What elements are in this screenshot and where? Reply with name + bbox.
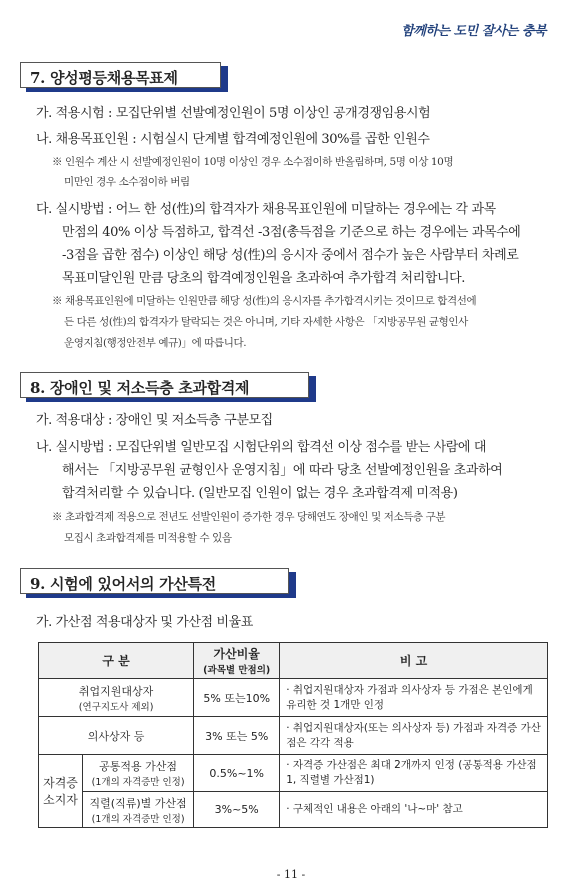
row-employment-support: 취업지원대상자 (연구지도사 제외) <box>39 679 194 717</box>
rate-employment-support: 5% 또는10% <box>194 679 280 717</box>
header-type: 구 분 <box>39 643 194 679</box>
row-injured-persons: 의사상자 등 <box>39 717 194 755</box>
sec7-note1-line2: 미만인 경우 소수점이하 버림 <box>64 176 190 188</box>
sec7-item-c-line3: -3점을 곱한 점수) 이상인 해당 성(性)의 응시자 중에서 점수가 높은 사람부터 차례로 <box>62 248 519 263</box>
sec9-item-a: 가. 가산점 적용대상자 및 가산점 비율표 <box>36 615 253 630</box>
rate-injured-persons: 3% 또는 5% <box>194 717 280 755</box>
section-7-heading: 7. 양성평등채용목표제 <box>20 62 228 92</box>
row-common-bonus: 공통적용 가산점 (1개의 자격증만 인정) <box>83 755 194 792</box>
section-9-heading: 9. 시험에 있어서의 가산특전 <box>20 568 296 598</box>
page-number: - 11 - <box>276 868 306 881</box>
sec7-item-c-line1: 다. 실시방법 : 어느 한 성(性)의 합격자가 채용목표인원에 미달하는 경우에는 각 과목 <box>36 202 496 217</box>
sec7-note2-line1: ※ 채용목표인원에 미달하는 인원만큼 해당 성(性)의 응시자를 추가합격시키는 것이므로 합격선에 <box>52 295 477 307</box>
sec8-item-b-line3: 합격처리할 수 있습니다. (일반모집 인원이 없는 경우 초과합격제 미적용) <box>62 486 458 501</box>
sec7-note1-line1: ※ 인원수 계산 시 선발예정인원이 10명 이상인 경우 소수점이하 반올림하며, 5명 이상 10명 <box>52 156 454 168</box>
header-note: 비 고 <box>280 643 548 679</box>
row-series-bonus: 직렬(직류)별 가산점 (1개의 자격증만 인정) <box>83 792 194 828</box>
sec7-item-a: 가. 적용시험 : 모집단위별 선발예정인원이 5명 이상인 공개경쟁임용시험 <box>36 106 431 121</box>
remark-3: · 자격증 가산점은 최대 2개까지 인정 (공통적용 가산점1, 직렬별 가산점1) <box>280 755 548 792</box>
section-8-heading: 8. 장애인 및 저소득층 초과합격제 <box>20 372 316 402</box>
sec7-item-c-line2: 만점의 40% 이상 득점하고, 합격선 -3점(총득점을 기준으로 하는 경우에는 과목수에 <box>62 225 521 240</box>
sec8-item-b-line1: 나. 실시방법 : 모집단위별 일반모집 시험단위의 합격선 이상 점수를 받는 사람에 대 <box>36 440 486 455</box>
remark-1: · 취업지원대상자 가점과 의사상자 등 가점은 본인에게 유리한 것 1개만 인정 <box>280 679 548 717</box>
sec7-item-b: 나. 채용목표인원 : 시험실시 단계별 합격예정인원에 30%를 곱한 인원수 <box>36 132 430 147</box>
rate-common-bonus: 0.5%~1% <box>194 755 280 792</box>
sec8-item-b-line2: 해서는 「지방공무원 균형인사 운영지침」에 따라 당초 선발예정인원을 초과하여 <box>62 463 503 478</box>
bonus-points-table <box>38 642 548 828</box>
sec8-note-line2: 모집시 초과합격제를 미적용할 수 있음 <box>64 532 232 544</box>
sec8-note-line1: ※ 초과합격제 적용으로 전년도 선발인원이 증가한 경우 당해연도 장애인 및 저소득층 구분 <box>52 511 446 523</box>
slogan: 함께하는 도민 잘사는 충북 <box>401 24 546 39</box>
header-rate: 가산비율 (과목별 만점의) <box>194 643 280 679</box>
remark-2: · 취업지원대상자(또는 의사상자 등) 가점과 자격증 가산점은 각각 적용 <box>280 717 548 755</box>
remark-4: · 구체적인 내용은 아래의 '나~마' 참고 <box>280 792 548 828</box>
sec7-item-c-line4: 목표미달인원 만큼 당초의 합격예정인원을 초과하여 추가합격 처리합니다. <box>62 271 466 286</box>
sec7-note2-line3: 운영지침(행정안전부 예규)」에 따릅니다. <box>64 337 247 349</box>
sec8-item-a: 가. 적용대상 : 장애인 및 저소득층 구분모집 <box>36 413 273 428</box>
group-certificate-holders: 자격증 소지자 <box>39 755 83 828</box>
sec7-note2-line2: 든 다른 성(性)의 합격자가 탈락되는 것은 아니며, 기타 자세한 사항은 「지방공무원 균형인사 <box>64 316 468 328</box>
rate-series-bonus: 3%~5% <box>194 792 280 828</box>
